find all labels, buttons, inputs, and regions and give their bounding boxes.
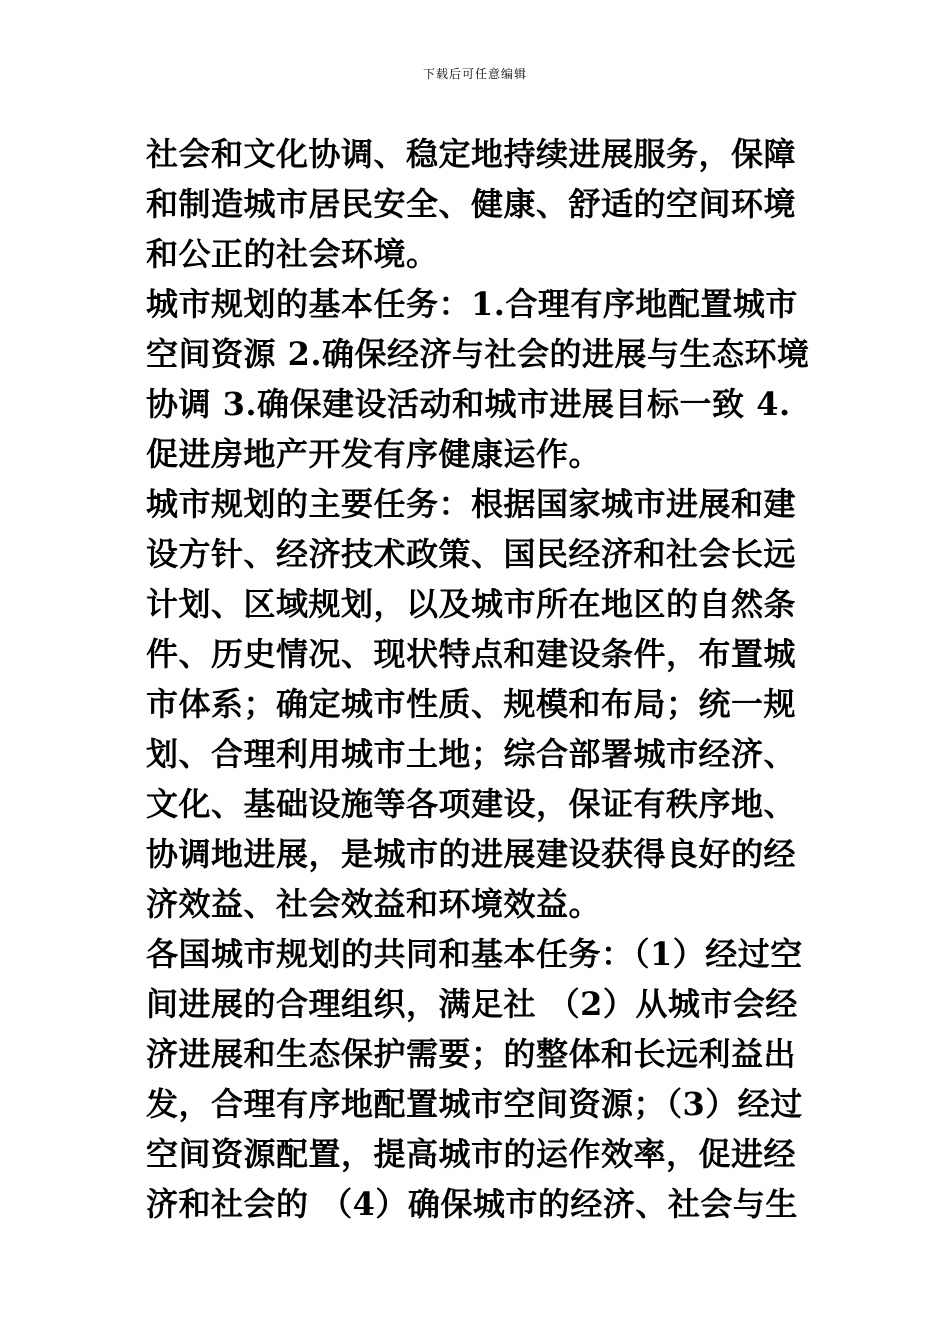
text-line: 市体系；确定城市性质、规模和布局；统一规 xyxy=(146,685,797,723)
text-line: 间进展的合理组织，满足社 （2）从城市会经 xyxy=(146,985,798,1023)
text-line: 协调 3.确保建设活动和城市进展目标一致 4. xyxy=(146,385,791,423)
text-line: 协调地进展，是城市的进展建设获得良好的经 xyxy=(146,835,797,873)
text-line: 和制造城市居民安全、健康、舒适的空间环境 xyxy=(146,185,797,223)
page-header: 下载后可任意编辑 xyxy=(422,67,527,81)
text-line: 济和社会的 （4）确保城市的经济、社会与生 xyxy=(146,1185,798,1223)
text-line: 各国城市规划的共同和基本任务：（1）经过空 xyxy=(146,935,803,973)
document-body xyxy=(146,129,811,1229)
text-line: 城市规划的主要任务：根据国家城市进展和建 xyxy=(146,485,797,523)
text-line: 设方针、经济技术政策、国民经济和社会长远 xyxy=(146,535,797,573)
text-line: 计划、区域规划，以及城市所在地区的自然条 xyxy=(146,585,797,623)
paragraph xyxy=(146,279,811,479)
paragraph xyxy=(146,479,811,929)
text-line: 发，合理有序地配置城市空间资源；（3）经过 xyxy=(146,1085,803,1123)
text-line: 空间资源配置，提高城市的运作效率，促进经 xyxy=(146,1135,797,1173)
text-line: 促进房地产开发有序健康运作。 xyxy=(146,435,602,473)
text-line: 划、合理利用城市土地；综合部署城市经济、 xyxy=(146,735,797,773)
text-line: 和公正的社会环境。 xyxy=(146,235,439,273)
text-line: 件、历史情况、现状特点和建设条件，布置城 xyxy=(146,635,797,673)
paragraph xyxy=(146,129,811,279)
text-line: 济进展和生态保护需要；的整体和长远利益出 xyxy=(146,1035,797,1073)
text-line: 文化、基础设施等各项建设，保证有秩序地、 xyxy=(146,785,797,823)
text-line: 城市规划的基本任务：1.合理有序地配置城市 xyxy=(146,285,798,323)
text-line: 社会和文化协调、稳定地持续进展服务，保障 xyxy=(146,135,797,173)
text-line: 济效益、社会效益和环境效益。 xyxy=(146,885,602,923)
text-line: 空间资源 2.确保经济与社会的进展与生态环境 xyxy=(146,335,810,373)
paragraph xyxy=(146,929,811,1229)
